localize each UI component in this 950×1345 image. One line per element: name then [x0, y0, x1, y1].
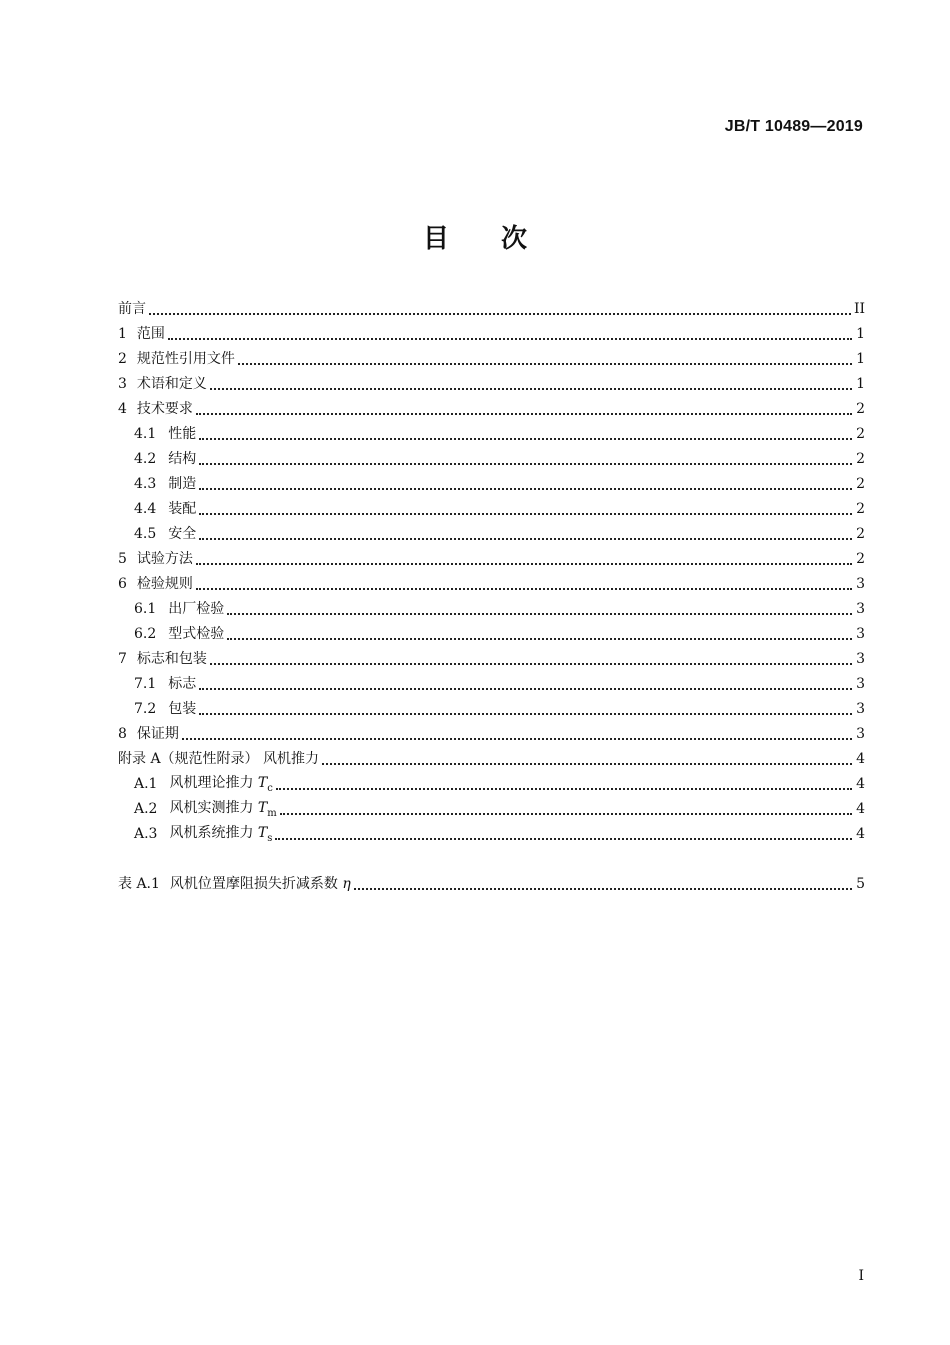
toc-page: 4	[856, 751, 865, 767]
toc-number: 6.2	[134, 626, 157, 642]
toc-number: 1	[118, 326, 127, 342]
toc-label: 检验规则	[136, 576, 193, 592]
toc-page: 4	[856, 776, 865, 792]
toc-label-text: 风机系统推力	[169, 825, 254, 841]
toc-label: 前言	[118, 301, 146, 317]
toc-entry-4-1[interactable]	[118, 422, 865, 447]
toc-number: 4.4	[134, 501, 157, 517]
title-char-2: 次	[501, 224, 528, 254]
toc-label: 出厂检验	[168, 601, 225, 617]
symbol: T	[257, 800, 268, 816]
toc-entry-8[interactable]	[118, 722, 865, 747]
toc-page: 4	[856, 801, 865, 817]
symbol: T	[257, 825, 268, 841]
toc-page: 1	[856, 351, 865, 367]
toc-entry-6-2[interactable]	[118, 622, 865, 647]
toc-page: 1	[856, 326, 865, 342]
toc-page: 2	[856, 401, 865, 417]
dot-leader	[280, 813, 852, 815]
toc-page: 2	[856, 426, 865, 442]
dot-leader	[199, 488, 852, 490]
toc-number: 6.1	[134, 601, 157, 617]
toc-label-text: 风机位置摩阻损失折减系数	[169, 876, 338, 892]
toc-label: 装配	[168, 501, 197, 517]
toc-number: 3	[118, 376, 127, 392]
toc-number: A.3	[134, 826, 158, 842]
toc-label-text: 风机理论推力	[169, 775, 254, 791]
dot-leader	[196, 413, 852, 415]
toc-label: 范围	[136, 326, 165, 342]
toc-number: 8	[118, 726, 127, 742]
standard-code: JB/T 10489—2019	[724, 118, 863, 135]
toc-number: A.2	[134, 801, 158, 817]
dot-leader	[275, 838, 852, 840]
toc-page: 2	[856, 551, 865, 567]
toc-label: 试验方法	[136, 551, 193, 567]
toc-number: 6	[118, 576, 127, 592]
toc-label: 型式检验	[168, 626, 225, 642]
dot-leader	[276, 788, 852, 790]
toc-entry-4[interactable]	[118, 397, 865, 422]
toc-page: II	[853, 301, 865, 317]
toc-number: 4.2	[134, 451, 157, 467]
toc-label: 标志和包装	[136, 651, 207, 667]
toc-entry-4-4[interactable]	[118, 497, 865, 522]
toc-number: 4.5	[134, 526, 157, 542]
dot-leader	[199, 438, 852, 440]
toc-page: 2	[856, 526, 865, 542]
toc-entry-foreword[interactable]	[118, 297, 865, 322]
dot-leader	[238, 363, 852, 365]
dot-leader	[199, 538, 852, 540]
toc-entry-3[interactable]	[118, 372, 865, 397]
toc-number: 7	[118, 651, 127, 667]
symbol-subscript: c	[267, 783, 273, 794]
toc-number: 5	[118, 551, 127, 567]
symbol-subscript: m	[267, 808, 277, 819]
toc-label	[170, 872, 351, 897]
toc-label	[169, 821, 272, 847]
toc-number: A.1	[134, 776, 158, 792]
toc-page: 3	[856, 726, 865, 742]
symbol-subscript: s	[267, 833, 273, 844]
toc-page: 3	[856, 676, 865, 692]
dot-leader	[196, 588, 852, 590]
toc-page: 2	[856, 476, 865, 492]
toc-page: 2	[856, 501, 865, 517]
dot-leader	[210, 388, 852, 390]
toc-entry-7[interactable]	[118, 647, 865, 672]
dot-leader	[199, 688, 852, 690]
toc-entry-7-2[interactable]	[118, 697, 865, 722]
toc-label: 术语和定义	[136, 376, 207, 392]
symbol: T	[257, 775, 268, 791]
toc-label: 规范性引用文件	[136, 351, 235, 367]
toc-entry-4-3[interactable]	[118, 472, 865, 497]
dot-leader	[199, 713, 852, 715]
toc-entry-7-1[interactable]	[118, 672, 865, 697]
toc-entry-6-1[interactable]	[118, 597, 865, 622]
toc-entry-a-1[interactable]	[118, 772, 865, 797]
toc-page: 3	[856, 576, 865, 592]
toc-entry-2[interactable]	[118, 347, 865, 372]
toc-entry-1[interactable]	[118, 322, 865, 347]
toc-entry-4-2[interactable]	[118, 447, 865, 472]
toc-page: 3	[856, 626, 865, 642]
toc-entry-table-a-1[interactable]	[118, 872, 865, 897]
toc-number: 2	[118, 351, 127, 367]
table-of-contents	[118, 297, 865, 897]
toc-label: 结构	[168, 451, 197, 467]
toc-entry-a-3[interactable]	[118, 822, 865, 847]
toc-number: 4.3	[134, 476, 157, 492]
toc-label: 附录 A（规范性附录） 风机推力	[118, 751, 320, 767]
toc-number: 表 A.1	[118, 876, 160, 892]
toc-label-text: 风机实测推力	[169, 800, 254, 816]
toc-page: 5	[856, 876, 865, 892]
toc-page: 3	[856, 601, 865, 617]
dot-leader	[227, 638, 852, 640]
toc-entry-5[interactable]	[118, 547, 865, 572]
toc-label: 安全	[168, 526, 197, 542]
toc-page: 2	[856, 451, 865, 467]
toc-entry-a-2[interactable]	[118, 797, 865, 822]
toc-number: 4.1	[134, 426, 157, 442]
toc-label	[169, 796, 276, 822]
dot-leader	[149, 313, 851, 315]
toc-number: 4	[118, 401, 127, 417]
dot-leader	[354, 888, 852, 890]
title-char-1: 目	[422, 224, 449, 254]
toc-label: 标志	[168, 676, 197, 692]
toc-number: 7.1	[134, 676, 157, 692]
dot-leader	[199, 513, 852, 515]
page-number: I	[858, 1268, 864, 1284]
toc-page: 4	[856, 826, 865, 842]
dot-leader	[168, 338, 852, 340]
symbol: η	[342, 876, 351, 892]
page-title	[0, 218, 950, 255]
toc-number: 7.2	[134, 701, 157, 717]
toc-page: 3	[856, 701, 865, 717]
toc-entry-4-5[interactable]	[118, 522, 865, 547]
dot-leader	[210, 663, 852, 665]
toc-label: 保证期	[136, 726, 179, 742]
toc-entry-6[interactable]	[118, 572, 865, 597]
dot-leader	[227, 613, 852, 615]
toc-label: 包装	[168, 701, 197, 717]
dot-leader	[196, 563, 852, 565]
dot-leader	[199, 463, 852, 465]
toc-label: 技术要求	[136, 401, 193, 417]
dot-leader	[182, 738, 852, 740]
toc-label	[169, 771, 272, 797]
toc-page: 1	[856, 376, 865, 392]
dot-leader	[322, 763, 852, 765]
toc-label: 制造	[168, 476, 197, 492]
toc-page: 3	[856, 651, 865, 667]
toc-label: 性能	[168, 426, 197, 442]
toc-entry-appendix-a[interactable]	[118, 747, 865, 772]
